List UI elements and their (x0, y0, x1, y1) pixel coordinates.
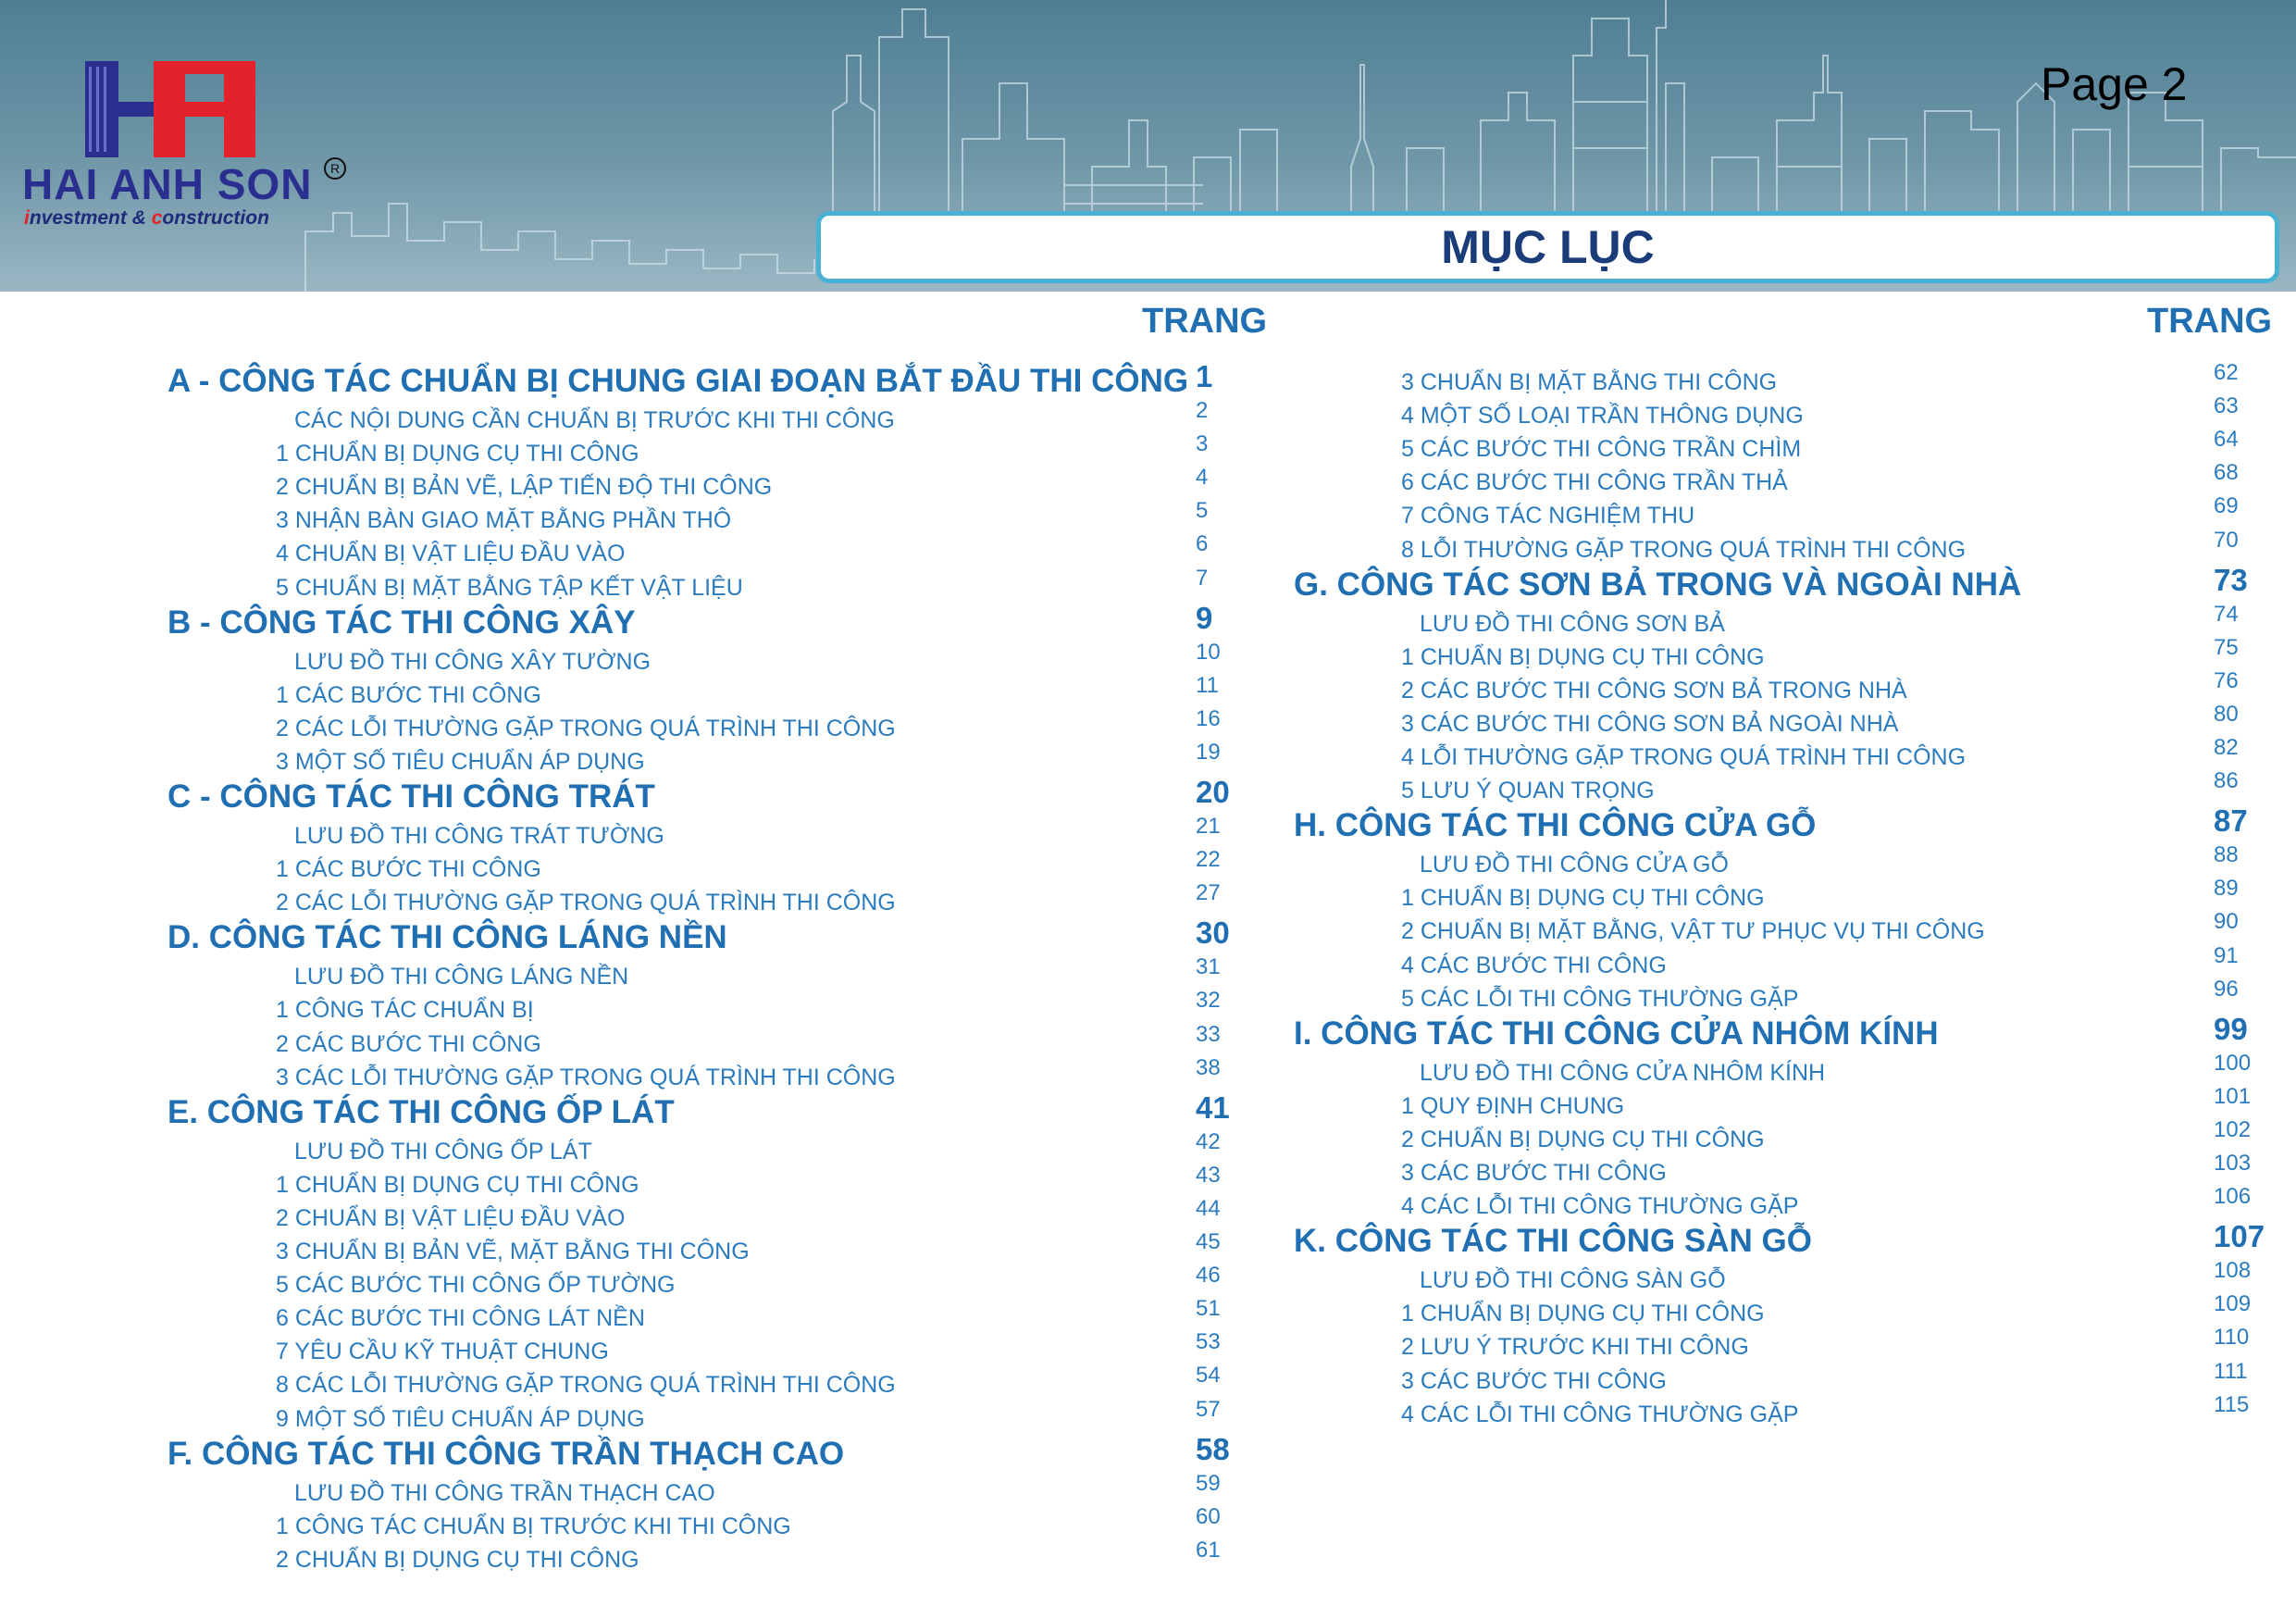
toc-page-number: 45 (1196, 1229, 1221, 1254)
toc-page-number: 57 (1196, 1396, 1221, 1422)
toc-page-number: 58 (1196, 1431, 1230, 1466)
toc-subsection-item: 4 CHUẨN BỊ VẬT LIỆU ĐẦU VÀO (276, 541, 626, 567)
toc-page-number: 111 (2214, 1358, 2248, 1384)
toc-subsection-item: 2 CÁC BƯỚC THI CÔNG SƠN BẢ TRONG NHÀ (1401, 677, 1907, 704)
toc-page-number: 6 (1196, 531, 1209, 557)
toc-subsection-item: 8 CÁC LỖI THƯỜNG GẶP TRONG QUÁ TRÌNH THI CÔNG (276, 1372, 896, 1399)
toc-page-number: 110 (2214, 1325, 2250, 1351)
toc-subsection-item: 5 CÁC LỖI THI CÔNG THƯỜNG GẶP (1401, 985, 1799, 1012)
toc-page-number: 9 (1196, 600, 1213, 635)
toc-subsection-item: 5 CHUẨN BỊ MẶT BẰNG TẬP KẾT VẬT LIỆU (276, 574, 743, 601)
toc-subsection-item: 1 CHUẨN BỊ DỤNG CỤ THI CÔNG (1401, 1301, 1765, 1327)
toc-page-number: 51 (1196, 1296, 1221, 1322)
page-number-label: Page 2 (2041, 58, 2188, 110)
toc-page-number: 3 (1196, 431, 1209, 457)
toc-page-number: 103 (2214, 1151, 2252, 1176)
toc-page-number: 106 (2214, 1184, 2252, 1210)
toc-page-number: 5 (1196, 498, 1209, 524)
toc-page-number: 7 (1196, 565, 1209, 591)
toc-page-number: 101 (2214, 1083, 2252, 1109)
toc-subsection-item: 7 CÔNG TÁC NGHIỆM THU (1401, 503, 1695, 529)
toc-subsection-item: LƯU ĐỒ THI CÔNG TRÁT TƯỜNG (294, 823, 664, 849)
toc-page-number: 44 (1196, 1195, 1221, 1221)
toc-subsection-item: LƯU ĐỒ THI CÔNG XÂY TƯỜNG (294, 648, 652, 675)
toc-page-number: 87 (2214, 803, 2248, 839)
toc-subsection-item: 1 CÁC BƯỚC THI CÔNG (276, 681, 541, 708)
toc-section-heading: H. CÔNG TÁC THI CÔNG CỬA GỖ (1294, 807, 1817, 844)
toc-subsection-item: LƯU ĐỒ THI CÔNG SƠN BẢ (1420, 610, 1725, 637)
right-page-column-header: TRANG (2147, 302, 2273, 341)
toc-subsection-item: LƯU ĐỒ THI CÔNG CỬA GỖ (1420, 852, 1729, 878)
toc-page-number: 74 (2214, 601, 2239, 627)
toc-page-number: 30 (1196, 915, 1230, 951)
toc-subsection-item: 3 CÁC BƯỚC THI CÔNG (1401, 1367, 1667, 1394)
toc-subsection-item: 5 LƯU Ý QUAN TRỌNG (1401, 778, 1655, 804)
toc-subsection-item: 2 CHUẨN BỊ DỤNG CỤ THI CÔNG (1401, 1126, 1765, 1152)
toc-page-number: 32 (1196, 988, 1221, 1014)
page-title: MỤC LỤC (1441, 221, 1655, 273)
toc-subsection-item: 4 MỘT SỐ LOẠI TRẦN THÔNG DỤNG (1401, 403, 1804, 430)
toc-page-number: 33 (1196, 1021, 1221, 1047)
toc-page-number: 89 (2214, 876, 2239, 902)
toc-section-heading: K. CÔNG TÁC THI CÔNG SÀN GỖ (1294, 1223, 1812, 1260)
toc-section-heading: G. CÔNG TÁC SƠN BẢ TRONG VÀ NGOÀI NHÀ (1294, 566, 2022, 603)
page-title-box (816, 211, 2279, 283)
toc-section-heading: F. CÔNG TÁC THI CÔNG TRẦN THẠCH CAO (168, 1435, 845, 1472)
toc-page-number: 54 (1196, 1363, 1221, 1389)
toc-page-number: 21 (1196, 814, 1221, 839)
toc-subsection-item: 4 LỖI THƯỜNG GẶP TRONG QUÁ TRÌNH THI CÔNG (1401, 744, 1967, 770)
toc-subsection-item: 3 CÁC BƯỚC THI CÔNG SƠN BẢ NGOÀI NHÀ (1401, 710, 1899, 737)
toc-subsection-item: 2 CÁC BƯỚC THI CÔNG (276, 1030, 541, 1057)
toc-subsection-item: 2 CHUẨN BỊ MẶT BẰNG, VẬT TƯ PHỤC VỤ THI CÔNG (1401, 918, 1985, 945)
toc-subsection-item: 7 YÊU CẦU KỸ THUẬT CHUNG (276, 1339, 609, 1365)
toc-page-number: 43 (1196, 1162, 1221, 1188)
toc-page-number: 100 (2214, 1050, 2252, 1076)
toc-page-number: 107 (2214, 1219, 2265, 1254)
toc-subsection-item: 6 CÁC BƯỚC THI CÔNG TRẦN THẢ (1401, 469, 1788, 496)
toc-page-number: 42 (1196, 1128, 1221, 1154)
toc-subsection-item: 4 CÁC LỖI THI CÔNG THƯỜNG GẶP (1401, 1401, 1799, 1427)
toc-page-number: 91 (2214, 942, 2239, 968)
toc-subsection-item: LƯU ĐỒ THI CÔNG CỬA NHÔM KÍNH (1420, 1059, 1826, 1086)
toc-page-number: 10 (1196, 639, 1221, 665)
toc-page-number: 59 (1196, 1470, 1221, 1496)
toc-page-number: 1 (1196, 359, 1213, 393)
toc-subsection-item: 1 CHUẨN BỊ DỤNG CỤ THI CÔNG (276, 441, 639, 467)
toc-subsection-item: 1 CÔNG TÁC CHUẨN BỊ TRƯỚC KHI THI CÔNG (276, 1513, 791, 1539)
toc-page-number: 96 (2214, 976, 2239, 1002)
toc-page-number: 19 (1196, 739, 1221, 765)
toc-page-number: 2 (1196, 398, 1209, 423)
toc-page-number: 16 (1196, 705, 1221, 731)
toc-section-heading: B - CÔNG TÁC THI CÔNG XÂY (168, 604, 636, 641)
toc-subsection-item: 4 CÁC BƯỚC THI CÔNG (1401, 952, 1667, 978)
toc-subsection-item: 3 CÁC BƯỚC THI CÔNG (1401, 1160, 1667, 1186)
toc-page-number: 73 (2214, 562, 2248, 597)
toc-section-heading: C - CÔNG TÁC THI CÔNG TRÁT (168, 778, 655, 815)
toc-subsection-item: 3 CHUẨN BỊ BẢN VẼ, MẶT BẰNG THI CÔNG (276, 1239, 750, 1264)
toc-subsection-item: 3 NHẬN BÀN GIAO MẶT BẰNG PHẦN THÔ (276, 507, 732, 534)
toc-subsection-item: CÁC NỘI DUNG CẦN CHUẨN BỊ TRƯỚC KHI THI CÔNG (294, 407, 895, 433)
toc-page-number: 41 (1196, 1090, 1230, 1125)
toc-subsection-item: 1 CÔNG TÁC CHUẨN BỊ (276, 997, 534, 1024)
toc-subsection-item: 4 CÁC LỖI THI CÔNG THƯỜNG GẶP (1401, 1193, 1799, 1220)
toc-page-number: 109 (2214, 1291, 2252, 1317)
toc-subsection-item: LƯU ĐỒ THI CÔNG ỐP LÁT (294, 1138, 592, 1164)
toc-page-number: 61 (1196, 1537, 1221, 1563)
company-logo (22, 61, 355, 237)
toc-page-number: 31 (1196, 954, 1221, 980)
toc-subsection-item: LƯU ĐỒ THI CÔNG TRẦN THẠCH CAO (294, 1479, 715, 1506)
toc-section-heading: E. CÔNG TÁC THI CÔNG ỐP LÁT (168, 1093, 675, 1130)
toc-page-number: 102 (2214, 1116, 2252, 1142)
toc-subsection-item: 1 CÁC BƯỚC THI CÔNG (276, 856, 541, 883)
toc-page-number: 68 (2214, 460, 2239, 486)
toc-subsection-item: 5 CÁC BƯỚC THI CÔNG ỐP TƯỜNG (276, 1272, 676, 1299)
toc-page-number: 86 (2214, 768, 2239, 794)
toc-page-number: 88 (2214, 842, 2239, 868)
toc-subsection-item: 1 CHUẨN BỊ DỤNG CỤ THI CÔNG (276, 1171, 639, 1198)
toc-page-number: 99 (2214, 1011, 2248, 1046)
toc-subsection-item: 2 LƯU Ý TRƯỚC KHI THI CÔNG (1401, 1334, 1749, 1361)
toc-subsection-item: 2 CHUẨN BỊ VẬT LIỆU ĐẦU VÀO (276, 1204, 626, 1231)
toc-subsection-item: 2 CÁC LỖI THƯỜNG GẶP TRONG QUÁ TRÌNH THI CÔNG (276, 890, 896, 916)
registered-mark: R (324, 157, 346, 180)
toc-subsection-item: 2 CHUẨN BỊ BẢN VẼ, LẬP TIẾN ĐỘ THI CÔNG (276, 474, 773, 501)
toc-subsection-item: 8 LỖI THƯỜNG GẶP TRONG QUÁ TRÌNH THI CÔNG (1401, 536, 1967, 563)
toc-page-number: 46 (1196, 1263, 1221, 1289)
toc-page-number: 27 (1196, 880, 1221, 906)
toc-page-number: 64 (2214, 427, 2239, 453)
toc-subsection-item: 3 MỘT SỐ TIÊU CHUẨN ÁP DỤNG (276, 748, 645, 775)
logo-tagline: investment & construction (24, 207, 269, 229)
toc-section-heading: A - CÔNG TÁC CHUẨN BỊ CHUNG GIAI ĐOẠN BẮT ĐẦU THI CÔNG (168, 363, 1189, 399)
toc-page-number: 90 (2214, 909, 2239, 935)
toc-page-number: 70 (2214, 527, 2239, 553)
toc-page-number: 62 (2214, 360, 2239, 385)
toc-page-number: 53 (1196, 1329, 1221, 1355)
logo-mark-icon (85, 61, 289, 157)
toc-subsection-item: 6 CÁC BƯỚC THI CÔNG LÁT NỀN (276, 1305, 645, 1332)
toc-subsection-item: 3 CÁC LỖI THƯỜNG GẶP TRONG QUÁ TRÌNH THI CÔNG (276, 1064, 896, 1090)
header-banner (0, 0, 2296, 292)
toc-page-number: 20 (1196, 775, 1230, 809)
toc-subsection-item: 5 CÁC BƯỚC THI CÔNG TRẦN CHÌM (1401, 436, 1802, 463)
toc-subsection-item: 1 CHUẨN BỊ DỤNG CỤ THI CÔNG (1401, 643, 1765, 670)
toc-page-number: 80 (2214, 701, 2239, 727)
left-page-column-header: TRANG (1142, 302, 1268, 341)
toc-page-number: 11 (1196, 672, 1219, 698)
toc-section-heading: D. CÔNG TÁC THI CÔNG LÁNG NỀN (168, 919, 727, 956)
toc-page-number: 82 (2214, 735, 2239, 760)
toc-page-number: 4 (1196, 465, 1209, 491)
toc-subsection-item: 2 CHUẨN BỊ DỤNG CỤ THI CÔNG (276, 1546, 639, 1573)
toc-page-number: 76 (2214, 667, 2239, 693)
toc-page-number: 63 (2214, 393, 2239, 419)
toc-subsection-item: 1 CHUẨN BỊ DỤNG CỤ THI CÔNG (1401, 885, 1765, 912)
toc-section-heading: I. CÔNG TÁC THI CÔNG CỬA NHÔM KÍNH (1294, 1015, 1939, 1052)
toc-subsection-item: 1 QUY ĐỊNH CHUNG (1401, 1092, 1625, 1119)
logo-company-name: HAI ANH SON (22, 160, 313, 208)
toc-page-number: 60 (1196, 1503, 1221, 1529)
toc-page-number: 115 (2214, 1391, 2250, 1417)
toc-subsection-item: 3 CHUẨN BỊ MẶT BẰNG THI CÔNG (1401, 369, 1778, 395)
toc-subsection-item: LƯU ĐỒ THI CÔNG LÁNG NỀN (294, 964, 629, 990)
toc-page-number: 75 (2214, 634, 2239, 660)
toc-page-number: 22 (1196, 847, 1221, 873)
toc-subsection-item: LƯU ĐỒ THI CÔNG SÀN GỖ (1420, 1267, 1726, 1294)
toc-page-number: 69 (2214, 493, 2239, 519)
toc-subsection-item: 9 MỘT SỐ TIÊU CHUẨN ÁP DỤNG (276, 1405, 645, 1432)
toc-page-number: 38 (1196, 1054, 1221, 1080)
toc-page-number: 108 (2214, 1258, 2252, 1284)
toc-subsection-item: 2 CÁC LỖI THƯỜNG GẶP TRONG QUÁ TRÌNH THI CÔNG (276, 715, 896, 741)
